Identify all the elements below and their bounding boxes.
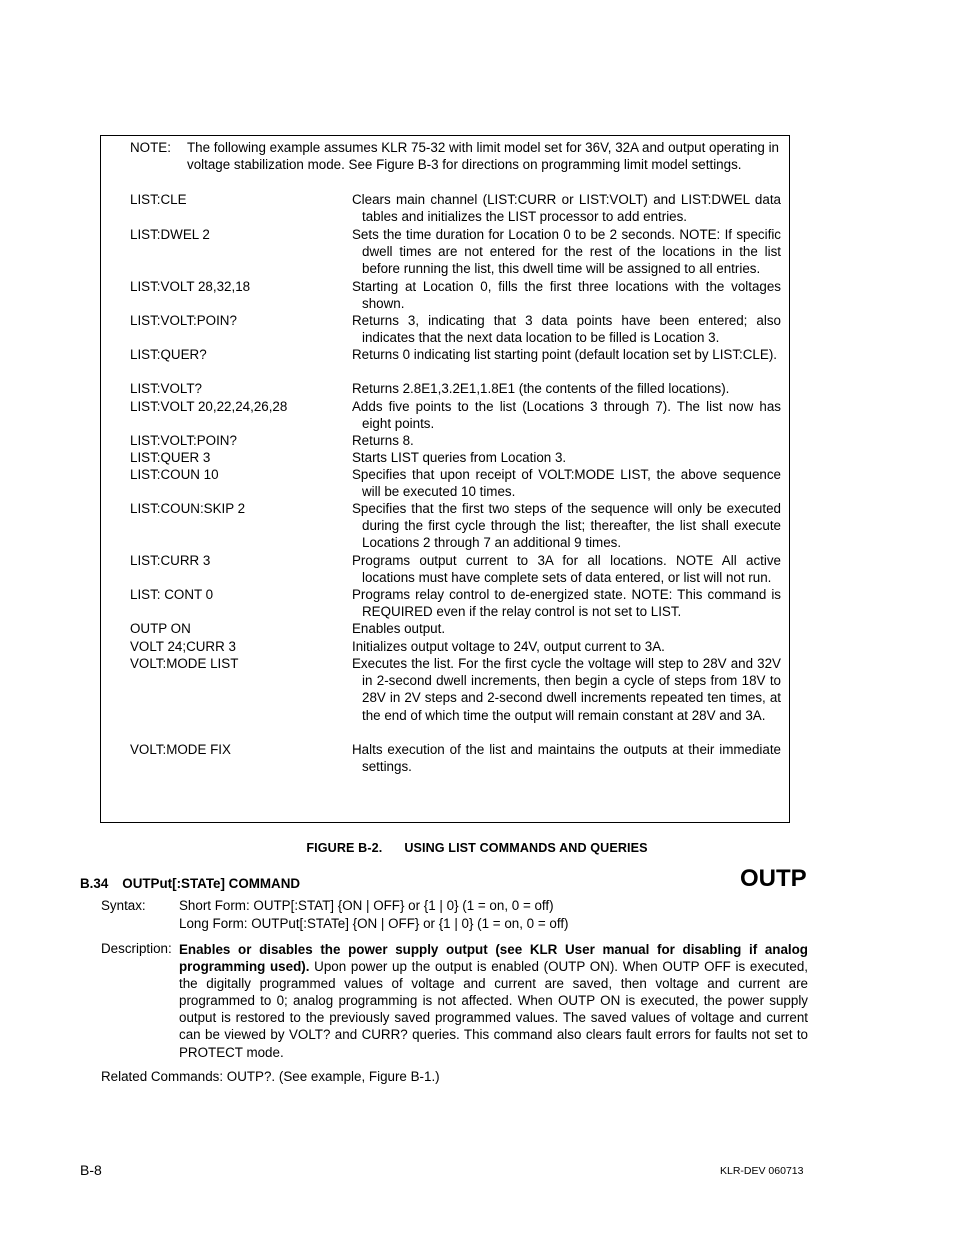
- command-name: LIST:VOLT 20,22,24,26,28: [130, 399, 288, 414]
- command-name: VOLT 24;CURR 3: [130, 639, 236, 654]
- command-name: VOLT:MODE LIST: [130, 656, 239, 671]
- section-heading: [80, 876, 300, 891]
- command-description: Returns 0 indicating list starting point (default location set by LIST:CLE).: [352, 347, 777, 362]
- command-name: LIST:VOLT 28,32,18: [130, 279, 251, 294]
- command-name: OUTP ON: [130, 621, 191, 636]
- description-bold: Enables or disables the power supply output (see KLR User manual for disabling if analog programming used).: [179, 942, 808, 975]
- command-name: LIST:CURR 3: [130, 553, 211, 568]
- description-label: Description:: [101, 941, 172, 956]
- page-number: B-8: [80, 1162, 102, 1178]
- command-description: Specifies that upon receipt of VOLT:MODE LIST, the above sequence will be executed 10 times.: [352, 467, 781, 500]
- command-description: Adds five points to the list (Locations 3 through 7). The list now has eight points.: [352, 399, 781, 432]
- related-commands: Related Commands: OUTP?. (See example, Figure B-1.): [101, 1069, 440, 1084]
- syntax-long-form: Long Form: OUTPut[:STATe] {ON | OFF} or {1 | 0} (1 = on, 0 = off): [179, 916, 569, 931]
- command-name: LIST:DWEL 2: [130, 227, 210, 242]
- command-name: LIST:COUN 10: [130, 467, 219, 482]
- section-title: OUTPut[:STATe] COMMAND: [122, 876, 301, 891]
- figure-number: FIGURE B-2.: [306, 841, 383, 855]
- command-description: Enables output.: [352, 621, 446, 636]
- command-name: LIST:VOLT?: [130, 381, 202, 396]
- description-text: Upon power up the output is enabled (OUTP ON). When OUTP OFF is executed, the digitally programmed values of voltage and current are saved, then voltage and current are programmed to 0; analog programming is not affected. When OUTP ON is executed, the power supply output is restored to the previously saved programmed values. The saved values of voltage and current can be viewed by VOLT? and CURR? queries. This command also clears fault errors for faults not set to PROTECT mode.: [179, 959, 808, 1060]
- command-description: Initializes output voltage to 24V, output current to 3A.: [352, 639, 665, 654]
- command-description: Returns 2.8E1,3.2E1,1.8E1 (the contents of the filled locations).: [352, 381, 730, 396]
- command-name: LIST:QUER?: [130, 347, 207, 362]
- command-name: VOLT:MODE FIX: [130, 742, 231, 757]
- section-keyword: OUTP: [740, 865, 807, 892]
- command-description: Halts execution of the list and maintains the outputs at their immediate settings.: [352, 742, 781, 775]
- syntax-label: Syntax:: [101, 898, 146, 913]
- command-description: Executes the list. For the first cycle the voltage will step to 28V and 32V in 2-second dwell increments, then begin a cycle of steps from 18V to 28V in 2V steps and 2-second dwell increments repeated ten times, at the end of which time the output will remain constant at 28V and 3A.: [352, 656, 781, 723]
- command-description: Starts LIST queries from Location 3.: [352, 450, 567, 465]
- command-description: Specifies that the first two steps of the sequence will only be executed during the first cycle through the list; thereafter, the list shall execute Locations 2 through 7 an additional 9 times.: [352, 501, 781, 551]
- command-description: Clears main channel (LIST:CURR or LIST:VOLT) and LIST:DWEL data tables and initializes the LIST processor to add entries.: [352, 192, 781, 225]
- command-name: LIST: CONT 0: [130, 587, 214, 602]
- command-description: Programs output current to 3A for all locations. NOTE All active locations must have complete sets of data entered, or list will not run.: [352, 553, 781, 586]
- syntax-short-form: Short Form: OUTP[:STAT] {ON | OFF} or {1 | 0} (1 = on, 0 = off): [179, 898, 554, 913]
- note-text: The following example assumes KLR 75-32 with limit model set for 36V, 32A and output operating in voltage stabilization mode. See Figure B-3 for directions on programming limit model settings.: [187, 140, 780, 173]
- description-body: [179, 941, 808, 1061]
- command-description: Returns 8.: [352, 433, 414, 448]
- document-id: KLR-DEV 060713: [720, 1165, 804, 1177]
- command-description: Starting at Location 0, fills the first three locations with the voltages shown.: [352, 279, 781, 312]
- command-name: LIST:QUER 3: [130, 450, 211, 465]
- command-name: LIST:CLE: [130, 192, 187, 207]
- figure-title: USING LIST COMMANDS AND QUERIES: [404, 841, 648, 855]
- note-label: NOTE:: [130, 140, 171, 155]
- command-description: Returns 3, indicating that 3 data points have been entered; also indicates that the next data location to be filled is Location 3.: [352, 313, 781, 346]
- command-name: LIST:VOLT:POIN?: [130, 313, 237, 328]
- command-name: LIST:VOLT:POIN?: [130, 433, 237, 448]
- command-name: LIST:COUN:SKIP 2: [130, 501, 246, 516]
- command-description: Programs relay control to de-energized state. NOTE: This command is REQUIRED even if the relay control is not set to LIST.: [352, 587, 781, 620]
- figure-caption: [0, 841, 954, 855]
- section-number: B.34: [80, 876, 109, 891]
- command-description: Sets the time duration for Location 0 to be 2 seconds. NOTE: If specific dwell times are not entered for the rest of the locations in the list before running the list, this dwell time will be assigned to all entries.: [352, 227, 781, 277]
